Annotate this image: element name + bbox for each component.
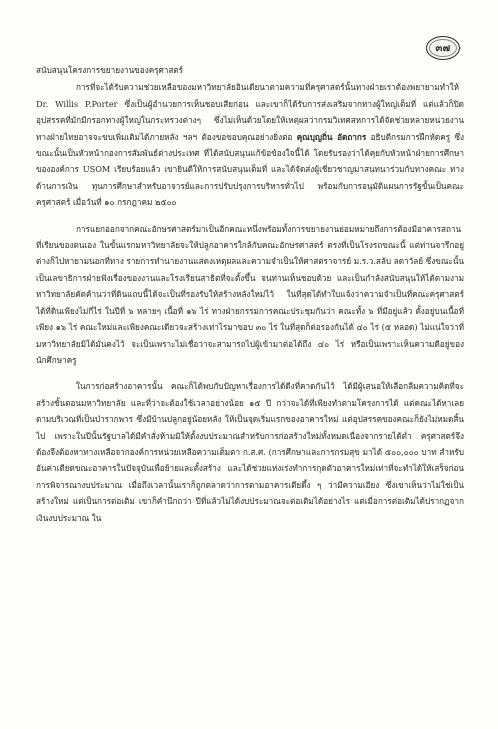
section-heading: สนับสนุนโครงการขยายงานของครุศาสตร์ [36, 65, 184, 75]
person-name: คุณบุญถิ่น อัตถากร [296, 131, 367, 142]
paragraph-1-end: อธิบดีกรมการฝึกหัดครู ซึ่งขณะนั้นเป็นหัวหน้ากองการสัมพันธ์ต่างประเทศ ที่ได้สนับสนุนแก้ข้อข้องใจนี้ได้ โดยรับรองว่าได้คุยกับหัวหน้าฝ่ายการศึกษาขององค์การ USOM เรียบร้อยแล้ว เขายินดีให้การสนับสนุนเต็มที่ และได้จัดส่งผู้เชี่ยวชาญมาสนทนาร่วมกับทางคณะ ทางด้านการเงิน ทุนการศึกษาสำหรับอาจารย์และการปรับปรุงการบริหารทั่วไป พร้อมกับการอนุมัติแผนการรัฐขั้นเป็นคณะครุศาสตร์ เมื่อวันที่ ๑๐ กรกฎาคม ๒๕๐๐ [36, 131, 464, 208]
paragraph-2: การแยกออกจากคณะอักษรศาสตร์มาเป็นอีกคณะหนึ่งพร้อมทั้งการขยายงานย่อมหมายถึงการต้องมีอาคารสถานที่เรียนของตนเอง ในขั้นแรกมหาวิทยาลัยจะให้ปลูกอาคารใกล้กับคณะอักษรศาสตร์ ตรงที่เป็นโรงรถขณะนี้ แต่ท่านจารึกอยู่ต่างก็ไปหายามนอกที่ทาง รายการทำนายงานแสดงเหตุผลและความจำเป็นให้ศาสตราจารย์ ม.ร.ว.สลับ ลดาวัลย์ ซึ่งขณะนั้นเป็นเลขาธิการฝ่ายฟังเรื่องของงานและโรงเรียนสาธิตที่จะตั้งขึ้น จนท่านเห็นชอบด้วย และเป็นกำลังสนับสนุนให้ได้ตามงามหาวิทยาลัยคัดค้านว่าที่ดินแถบนี้ได้จะเป็นที่รองรับให้สร้างหลังใหม่ไว้ ในที่สุดได้ทำใบแจ้งว่าความจำเป็นที่คณะครุศาสตร์ได้ที่ดินเพียงไม่กี่ไร่ ในปีที่ ๖ หลายๆ เนื้อที่ ๑๖ ไร่ ทางฝ่ายกรรมการคณะประชุมกันว่า คณะทั้ง ๖ ที่มีอยู่แล้ว ตั้งอยู่บนเนื้อที่เพียง ๑๖ ไร่ คณะใหม่และเพียงคณะเดียวจะสร้างเท่าไรมาขอบ ๓๐ ไร่ ในที่สุดก็ต่อรองกันได้ ๔๐ ไร่ (๕ หลอด) ไม่แน่ใจว่าที่มหาวิทยาลัยมิได้มั่นคงไว้ จะเป็นเพราะไม่เชื่อว่าจะสามารถไปผู้เข้ามาต่อได้ถึง ๔๐ ไร่ หรือเป็นเพราะเห็นความดีอยู่ของนักศึกษาครู [36, 223, 465, 365]
page-number: ๓๗ [435, 42, 451, 54]
paragraph-3: ในการก่อสร้างอาคารนั้น คณะก็ได้พบกับปัญหาเรื่องการได้ดีงที่คาดกันไว้ ได้มีผู้เสนอให้เลือกลีมความคิดที่จะสร้างชั้นตอนมหาวิทยาลัย และที่ว่าจะต้องใช้เวลาอย่างน้อย ๑๕ ปี กว่าจะได้ที่เพียงทำตามโครงการได้ แต่คณะได้หาเลยตามบริเวณที่เป็นป่ารากพาร ซึ่งมีบ้านปลูกอยู่น้อยหลัง ให้เป็นจุดเริ่มแรกของอาคารใหม่ แต่อุปสรรคของคณะก็ยังไม่หมดสิ้นไป เพราะในปีนั้นรัฐบาลได้มีคำสั่งห้ามมิให้ตั้งงบประมาณสำหรับการก่อสร้างใหม่ทั้งหมดเนื่องจากรายได้ต่ำ ครุศาสตร์จึงต้องจึงต้องหาทางเหลือจากองค์การหน่วยเหลือความเต็มตา ก.ส.ศ. (การศึกษาและการกรมสุข มาได้ ๕๐๐,๐๐๐ บาท สำหรับอันค่าเตียดขณะอาคารในปัจจุบันเพื่อย้ายและตั้งสร้าง และได้ช่วยแห่งเร่งทำการกุดตัวอาคารใหม่เท่าที่จะทำได้ให้เสร็จก่อนการพิจารณางบประมาณ เมื่อถึงเวลานั้นเราก็ถูกตลาดว่าการตามอาคารเตียดึ้ง ๆ ว่ามีความเอียง ซึ่งเขาเห็นว่าไม่ใช่เป็นสร้างใหม่ แต่เป็นการต่อเติม เขาก็คำนึกถว่า ปีที่แล้วไม่ได้งบประมาณจะต่อเติมได้อย่างไร แต่เมื่อการต่อเติมได้ปรากฏจากเงินงบประมาณ ใน [36, 381, 464, 523]
paragraph-1-start: การที่จะได้รับความช่วยเหลือของมหาวิทยาลัยอินเดียนาตามความที่ครุศาสตร์นั้นทางฝ่ายเราต้องพยายามทำให้ Dr. Willis P.Porter ซึ่งเป็นผู้อำนวยการเห็นชอบเสียก่อน และเขาก็ได้รับการส่งเสริมจากทางผู้ใหญ่เต็มที่ แต่แล้วก็ปิดอุปสรรคที่มักมีกรอกทางผู้ใหญ่ในกระทรวงต่างๆ ซึ่งไม่เห็นด้วยโดยให้เหตุผลว่ากรมวิเทศสหการได้จัดช่วยหลายหน่วยงาน ทางฝ่ายไทยอาจจะขบเพิ่มเติมได้ภายหลัง ฯลฯ ต้องขอขอบคุณอย่างยิ่งต่อ [36, 82, 464, 142]
page-number-badge [426, 36, 460, 60]
document-body [36, 62, 464, 526]
paragraph-1 [36, 79, 464, 210]
